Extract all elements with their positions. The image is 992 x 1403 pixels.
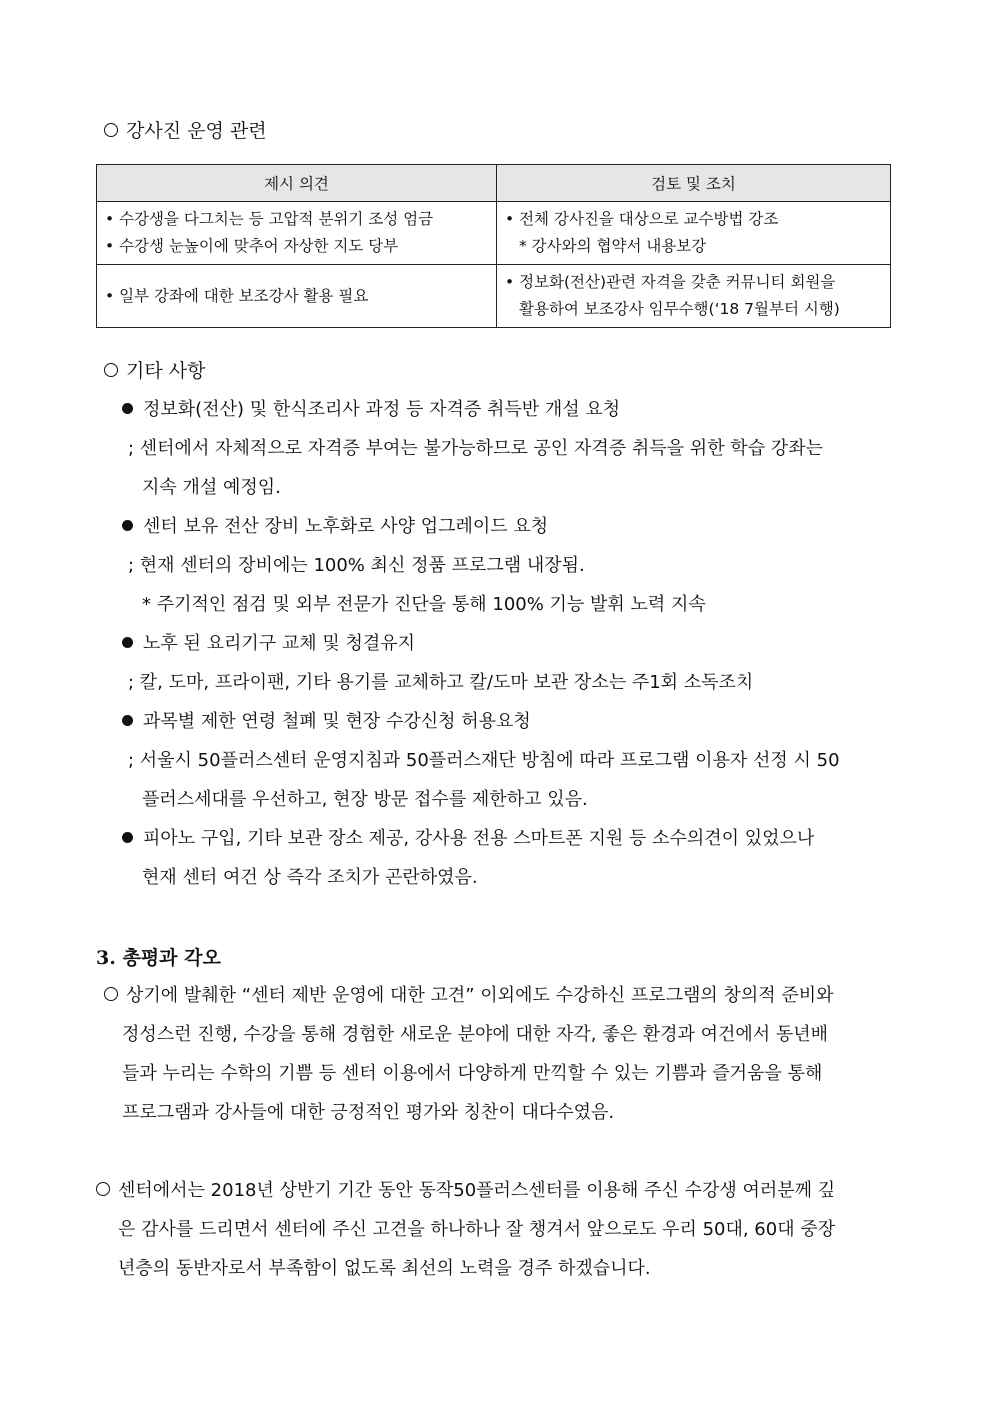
section-heading-other: 기타 사항 <box>104 356 205 383</box>
review-paragraph-line: 들과 누리는 수학의 기쁨 등 센터 이용에서 다양하게 만끽할 수 있는 기쁨과 즐거움을 통해 <box>122 1063 823 1084</box>
section-heading-instructors: 강사진 운영 관련 <box>104 116 267 143</box>
table-cell-action: • 전체 강사진을 대상으로 교수방법 강조 * 강사와의 협약서 내용보강 <box>497 202 891 265</box>
table-header-action: 검토 및 조치 <box>497 165 891 202</box>
table-cell-action: • 정보화(전산)관련 자격을 갖춘 커뮤니티 회원을 활용하여 보조강사 임무수행(‘18 7월부터 시행) <box>497 265 891 328</box>
review-paragraph-line: 프로그램과 강사들에 대한 긍정적인 평가와 칭찬이 대다수였음. <box>122 1102 615 1123</box>
list-item: 과목별 제한 연령 철폐 및 현장 수강신청 허용요청 <box>122 707 531 733</box>
item-response: ; 센터에서 자체적으로 자격증 부여는 불가능하므로 공인 자격증 취득을 위한 학습 강좌는 <box>128 438 823 459</box>
closing-paragraph-line: 은 감사를 드리면서 센터에 주신 고견을 하나하나 잘 챙겨서 앞으로도 우리 50대, 60대 중장 <box>118 1219 836 1240</box>
list-item: 정보화(전산) 및 한식조리사 과정 등 자격증 취득반 개설 요청 <box>122 395 620 421</box>
filled-circle-bullet-icon <box>122 403 133 414</box>
item-response: ; 칼, 도마, 프라이팬, 기타 용기를 교체하고 칼/도마 보관 장소는 주1회 소독조치 <box>128 672 754 693</box>
item-response: 지속 개설 예정임. <box>142 477 281 498</box>
list-item: 피아노 구입, 기타 보관 장소 제공, 강사용 전용 스마트폰 지원 등 소수의견이 있었으나 <box>122 824 814 850</box>
table-row <box>97 265 891 328</box>
table-header-row <box>97 165 891 202</box>
table-cell-opinion: • 수강생을 다그치는 등 고압적 분위기 조성 엄금 • 수강생 눈높이에 맞추어 자상한 지도 당부 <box>97 202 497 265</box>
filled-circle-bullet-icon <box>122 520 133 531</box>
hollow-circle-bullet-icon <box>104 987 118 1001</box>
hollow-circle-bullet-icon <box>96 1182 110 1196</box>
table-cell-opinion: • 일부 강좌에 대한 보조강사 활용 필요 <box>97 265 497 328</box>
filled-circle-bullet-icon <box>122 832 133 843</box>
review-paragraph-line: 상기에 발췌한 “센터 제반 운영에 대한 고견” 이외에도 수강하신 프로그램의 창의적 준비와 <box>104 981 834 1007</box>
opinion-table <box>96 164 891 328</box>
closing-paragraph-line: 년층의 동반자로서 부족함이 없도록 최선의 노력을 경주 하겠습니다. <box>118 1258 651 1279</box>
review-paragraph-line: 정성스런 진행, 수강을 통해 경험한 새로운 분야에 대한 자각, 좋은 환경과 여건에서 동년배 <box>122 1024 829 1045</box>
item-response: 플러스세대를 우선하고, 현장 방문 접수를 제한하고 있음. <box>142 789 588 810</box>
item-response: ; 현재 센터의 장비에는 100% 최신 정품 프로그램 내장됨. <box>128 555 585 576</box>
table-row <box>97 202 891 265</box>
hollow-circle-bullet-icon <box>104 123 118 137</box>
section-heading-review: 3. 총평과 각오 <box>96 947 221 969</box>
item-response: ; 서울시 50플러스센터 운영지침과 50플러스재단 방침에 따라 프로그램 이용자 선정 시 50 <box>128 750 840 771</box>
filled-circle-bullet-icon <box>122 715 133 726</box>
closing-paragraph-line: 센터에서는 2018년 상반기 기간 동안 동작50플러스센터를 이용해 주신 수강생 여러분께 깊 <box>96 1176 835 1202</box>
filled-circle-bullet-icon <box>122 637 133 648</box>
list-item: 센터 보유 전산 장비 노후화로 사양 업그레이드 요청 <box>122 512 548 538</box>
list-item: 노후 된 요리기구 교체 및 청결유지 <box>122 629 415 655</box>
item-response: * 주기적인 점검 및 외부 전문가 진단을 통해 100% 기능 발휘 노력 지속 <box>142 594 706 615</box>
hollow-circle-bullet-icon <box>104 363 118 377</box>
item-response: 현재 센터 여건 상 즉각 조치가 곤란하였음. <box>142 867 478 888</box>
table-header-opinion: 제시 의견 <box>97 165 497 202</box>
